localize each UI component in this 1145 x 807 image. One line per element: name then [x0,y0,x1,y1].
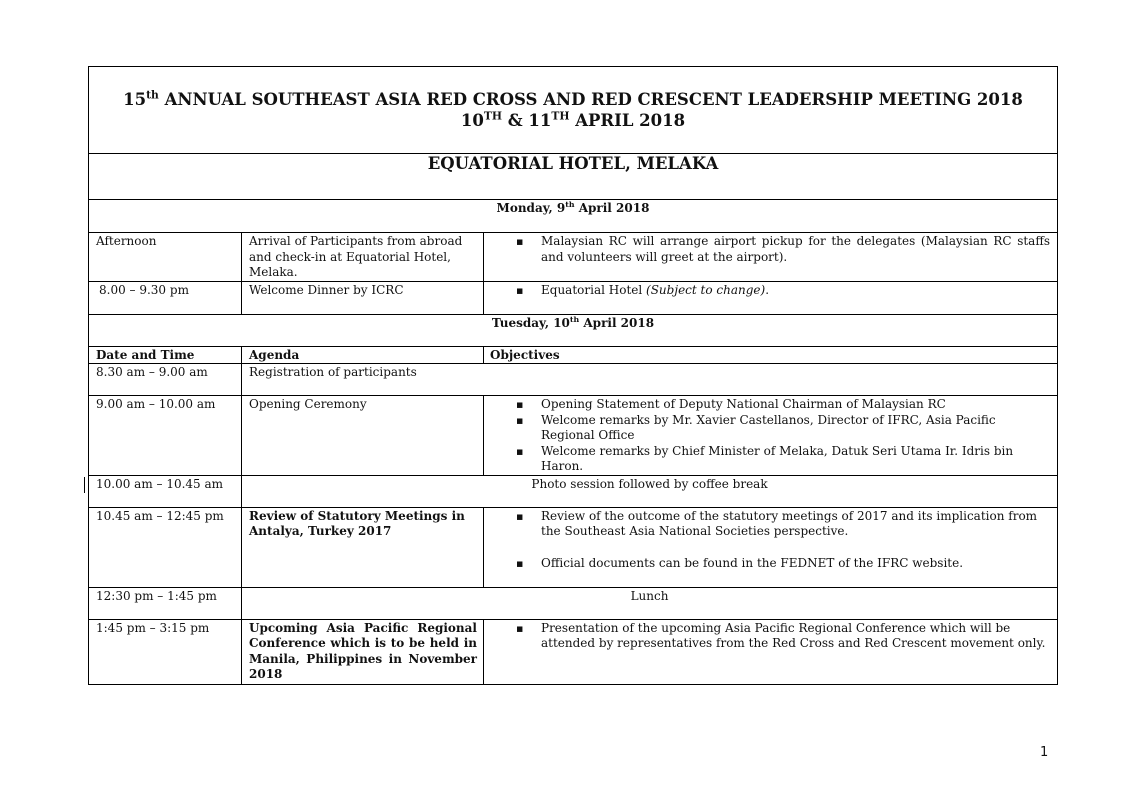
time-cell: 9.00 am – 10.00 am [89,396,242,476]
break-cell: Photo session followed by coffee break [242,475,1058,507]
table-row [89,281,1058,314]
objective-item: ▪ Malaysian RC will arrange airport pickup for the delegates (Malaysian RC staffs and volunteers will greet at the airport). [514,234,1050,265]
table-row [89,587,1058,619]
venue-row [89,154,1058,200]
objective-cell [484,233,1058,282]
agenda-cell: Review of Statutory Meetings in Antalya, Turkey 2017 [242,507,484,587]
time-cell: Afternoon [89,233,242,282]
agenda-table [88,66,1058,685]
objective-item: ▪ Presentation of the upcoming Asia Pacific Regional Conference which will be attended by representatives from the Red Cross and Red Crescent movement only. [514,621,1050,652]
time-cell: 12:30 pm – 1:45 pm [89,587,242,619]
table-row [89,364,1058,396]
title-cell [89,67,1058,154]
objective-item: ▪ Opening Statement of Deputy National Chairman of Malaysian RC [514,397,1050,413]
agenda-cell: Upcoming Asia Pacific Regional Conference which is to be held in Manila, Philippines in November 2018 [242,619,484,684]
day1-heading: Monday, 9th April 2018 [89,200,1058,233]
day-heading-row [89,200,1058,233]
day2-heading: Tuesday, 10th April 2018 [89,314,1058,346]
time-cell: 10.45 am – 12:45 pm [89,507,242,587]
objective-cell [484,281,1058,314]
time-cell: 8.00 – 9.30 pm [89,281,242,314]
header-objectives: Objectives [484,346,1058,364]
lunch-cell: Lunch [242,587,1058,619]
page-number: 1 [1040,745,1049,760]
margin-change-mark [84,477,85,493]
objective-cell [484,396,1058,476]
header-date-time: Date and Time [89,346,242,364]
agenda-cell: Opening Ceremony [242,396,484,476]
agenda-cell: Registration of participants [242,364,1058,396]
time-cell: 8.30 am – 9.00 am [89,364,242,396]
venue-heading: EQUATORIAL HOTEL, MELAKA [89,154,1058,200]
objective-cell [484,619,1058,684]
table-row [89,396,1058,476]
table-row [89,507,1058,587]
header-agenda: Agenda [242,346,484,364]
column-header-row [89,346,1058,364]
meeting-dates: 10TH & 11TH APRIL 2018 [460,109,686,130]
objective-item: ▪ Welcome remarks by Chief Minister of Melaka, Datuk Seri Utama Ir. Idris bin Haron. [514,444,1050,475]
agenda-cell: Welcome Dinner by ICRC [242,281,484,314]
day-heading-row [89,314,1058,346]
objective-cell [484,507,1058,587]
title-row [89,67,1058,154]
time-cell: 10.00 am – 10.45 am [89,475,242,507]
table-row [89,619,1058,684]
agenda-cell: Arrival of Participants from abroad and check-in at Equatorial Hotel, Melaka. [242,233,484,282]
meeting-title: 15th ANNUAL SOUTHEAST ASIA RED CROSS AND RED CRESCENT LEADERSHIP MEETING 2018 [123,88,1023,109]
objective-item: ▪ Official documents can be found in the FEDNET of the IFRC website. [514,556,1050,572]
time-cell: 1:45 pm – 3:15 pm [89,619,242,684]
table-row [89,233,1058,282]
objective-item: ▪ Welcome remarks by Mr. Xavier Castellanos, Director of IFRC, Asia Pacific Regional Office [514,413,1050,444]
objective-item: ▪ Equatorial Hotel (Subject to change). [514,283,1050,299]
objective-item: ▪ Review of the outcome of the statutory meetings of 2017 and its implication from the Southeast Asia National Societies perspective. [514,509,1050,540]
table-row [89,475,1058,507]
